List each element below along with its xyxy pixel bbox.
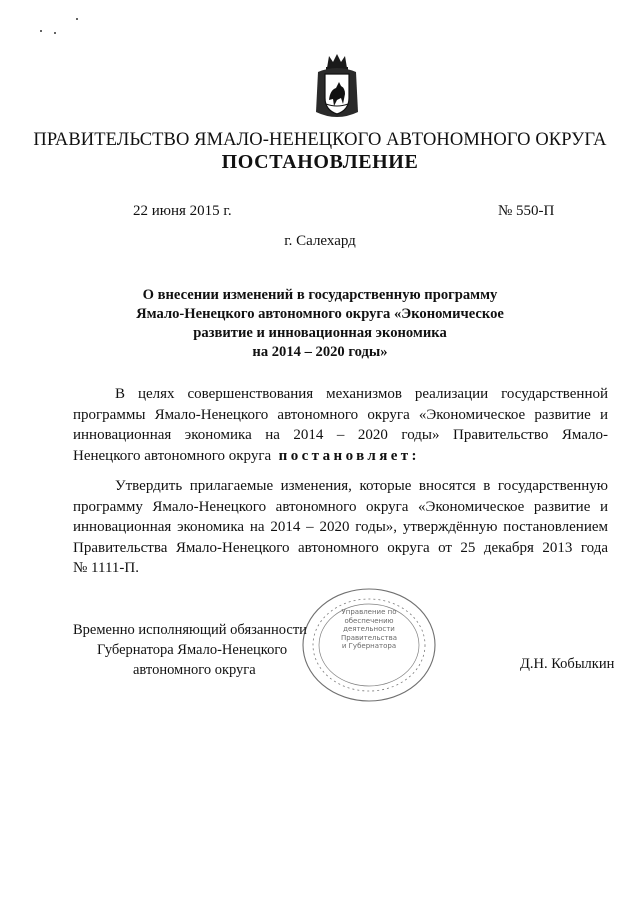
- signatory-name: Д.Н. Кобылкин: [520, 656, 615, 672]
- seal-line: обеспечению: [344, 616, 394, 625]
- paragraph-line: инновационная экономика на 2014 – 2020 годы» Правительство Ямало-: [73, 427, 608, 443]
- paragraph-line: В целях совершенствования механизмов реализации государственной: [115, 386, 608, 402]
- subject-line: развитие и инновационная экономика: [193, 325, 447, 341]
- subject-line: на 2014 – 2020 годы»: [252, 344, 388, 360]
- seal-line: деятельности: [343, 625, 395, 634]
- organization-title: ПРАВИТЕЛЬСТВО ЯМАЛО-НЕНЕЦКОГО АВТОНОМНОГО ОКРУГА: [33, 130, 607, 150]
- signatory-position: [73, 620, 307, 680]
- coat-of-arms-icon: [312, 52, 362, 122]
- document-date: 22 июня 2015 г.: [133, 203, 232, 219]
- paragraph-line: Правительства Ямало-Ненецкого автономного округа от 25 декабря 2013 года: [73, 539, 608, 556]
- position-line: Губернатора Ямало-Ненецкого: [97, 642, 288, 658]
- paragraph-line: программу Ямало-Ненецкого автономного округа «Экономическое развитие и: [73, 498, 608, 515]
- position-line: автономного округа: [133, 662, 256, 678]
- document-subject: [100, 286, 540, 362]
- subject-line: Ямало-Ненецкого автономного округа «Экономическое: [136, 306, 504, 322]
- paragraph-line: программы Ямало-Ненецкого автономного округа «Экономическое развитие и: [73, 406, 608, 423]
- seal-line: и Губернатора: [341, 642, 397, 651]
- document-city: г. Салехард: [284, 233, 356, 249]
- seal-line: Управление по: [341, 608, 397, 616]
- subject-line: О внесении изменений в государственную программу: [142, 287, 498, 303]
- paragraph-line: Утвердить прилагаемые изменения, которые вносятся в государственную: [115, 478, 608, 494]
- document-number: № 550-П: [498, 203, 555, 219]
- preamble-paragraph: [73, 384, 608, 466]
- official-seal: [298, 584, 440, 706]
- seal-line: Правительства: [341, 633, 397, 642]
- position-line: Временно исполняющий обязанности: [73, 622, 307, 638]
- paragraph-line: [73, 446, 608, 467]
- paragraph-line: № 1111-П.: [73, 560, 139, 576]
- paragraph-line: инновационная экономика на 2014 – 2020 годы», утверждённую постановлением: [73, 519, 608, 535]
- seal-text: [320, 608, 418, 651]
- resolution-paragraph: [73, 476, 608, 579]
- paragraph-line-text: Ненецкого автономного округа: [73, 447, 272, 464]
- document-type: ПОСТАНОВЛЕНИЕ: [221, 151, 419, 173]
- resolves-word: постановляет:: [278, 447, 420, 464]
